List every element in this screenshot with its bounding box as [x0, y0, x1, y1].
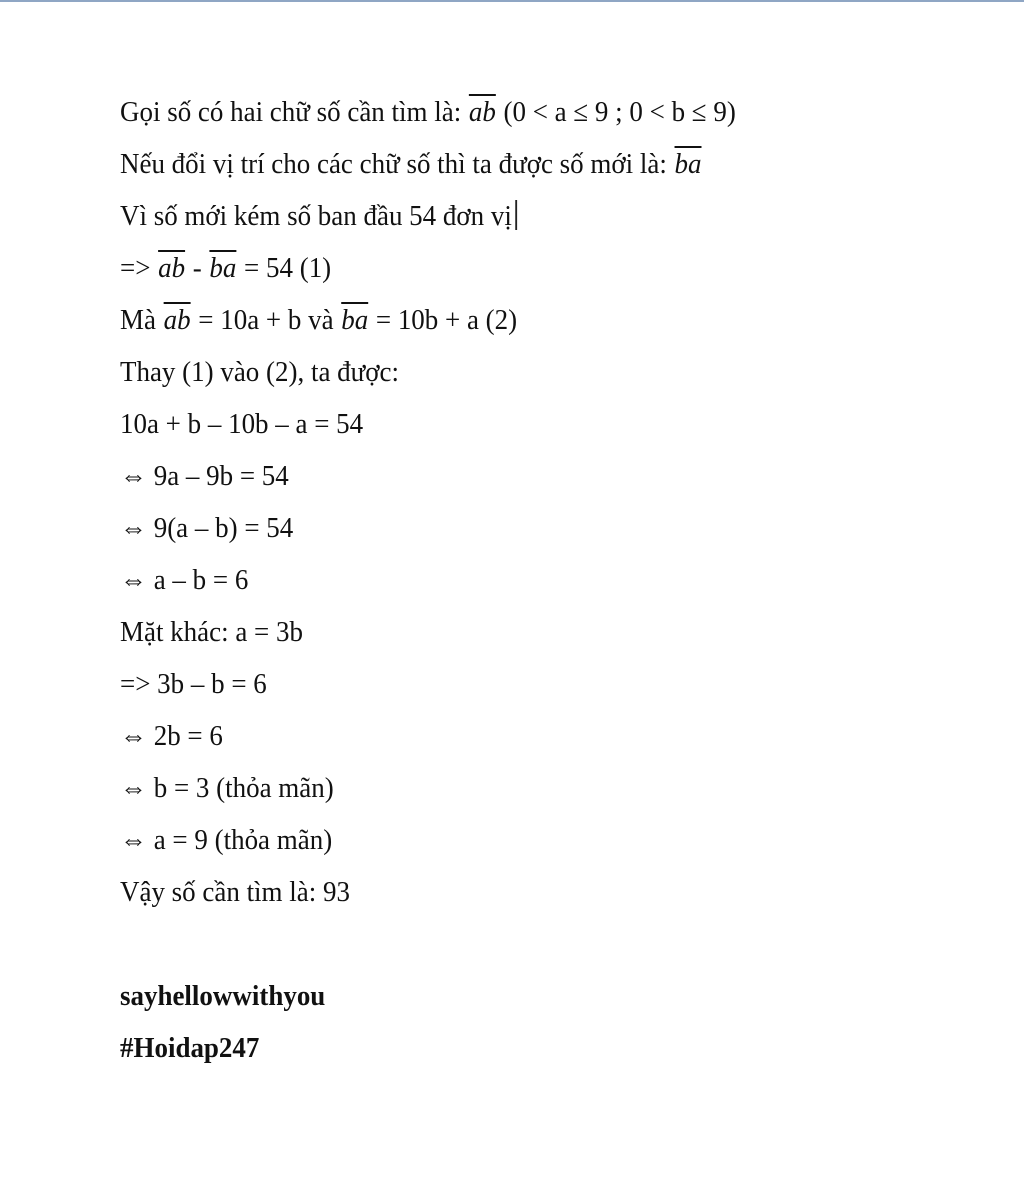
solution-line-11: Mặt khác: a = 3b — [120, 616, 303, 648]
overline-number-ba: $\overline{ba}$ — [341, 304, 369, 336]
overline-number-ab: $\overline{ab}$ — [468, 96, 496, 128]
solution-line-14: ⇔ b = 3 (thỏa mãn) — [120, 772, 334, 804]
solution-line-7: 10a + b – 10b – a = 54 — [120, 408, 364, 440]
overline-number-ba: $\overline{ba}$ — [674, 148, 702, 180]
author-signature: sayhellowwithyou — [120, 980, 326, 1012]
text-segment: = 54 (1) — [237, 252, 332, 284]
text-segment: => — [120, 252, 158, 284]
solution-conclusion: Vậy số cần tìm là: 93 — [120, 876, 350, 908]
text-segment: Gọi số có hai chữ số cần tìm là: — [120, 96, 468, 128]
solution-line-3 — [120, 190, 883, 242]
text-segment: Vì số mới kém số ban đầu 54 đơn vị — [120, 200, 512, 232]
text-segment: = 10a + b và — [191, 304, 341, 336]
solution-line-8: ⇔ 9a – 9b = 54 — [120, 460, 289, 492]
text-segment: Nếu đổi vị trí cho các chữ số thì ta được số mới là: — [120, 148, 674, 180]
overline-number-ab: $\overline{ab}$ — [163, 304, 191, 336]
solution-line-13: ⇔ 2b = 6 — [120, 720, 223, 752]
solution-line-10: ⇔ a – b = 6 — [120, 564, 249, 596]
document-page — [120, 86, 940, 1074]
overline-number-ba: $\overline{ba}$ — [209, 252, 237, 284]
text-cursor — [516, 200, 518, 230]
solution-line-6: Thay (1) vào (2), ta được: — [120, 356, 399, 388]
top-border — [0, 0, 1024, 2]
text-segment: = 10b + a (2) — [369, 304, 518, 336]
overline-number-ab: $\overline{ab}$ — [158, 252, 186, 284]
solution-line-15: ⇔ a = 9 (thỏa mãn) — [120, 824, 333, 856]
blank-line — [120, 918, 940, 970]
solution-line-4 — [120, 242, 883, 294]
text-segment: Mà — [120, 304, 163, 336]
solution-line-2 — [120, 138, 883, 190]
source-hashtag: #Hoidap247 — [120, 1032, 260, 1064]
solution-line-1 — [120, 86, 883, 138]
solution-line-12: => 3b – b = 6 — [120, 668, 267, 700]
text-segment: (0 < a ≤ 9 ; 0 < b ≤ 9) — [496, 96, 736, 128]
solution-line-9: ⇔ 9(a – b) = 54 — [120, 512, 294, 544]
solution-line-5 — [120, 294, 883, 346]
text-segment: - — [186, 252, 209, 284]
